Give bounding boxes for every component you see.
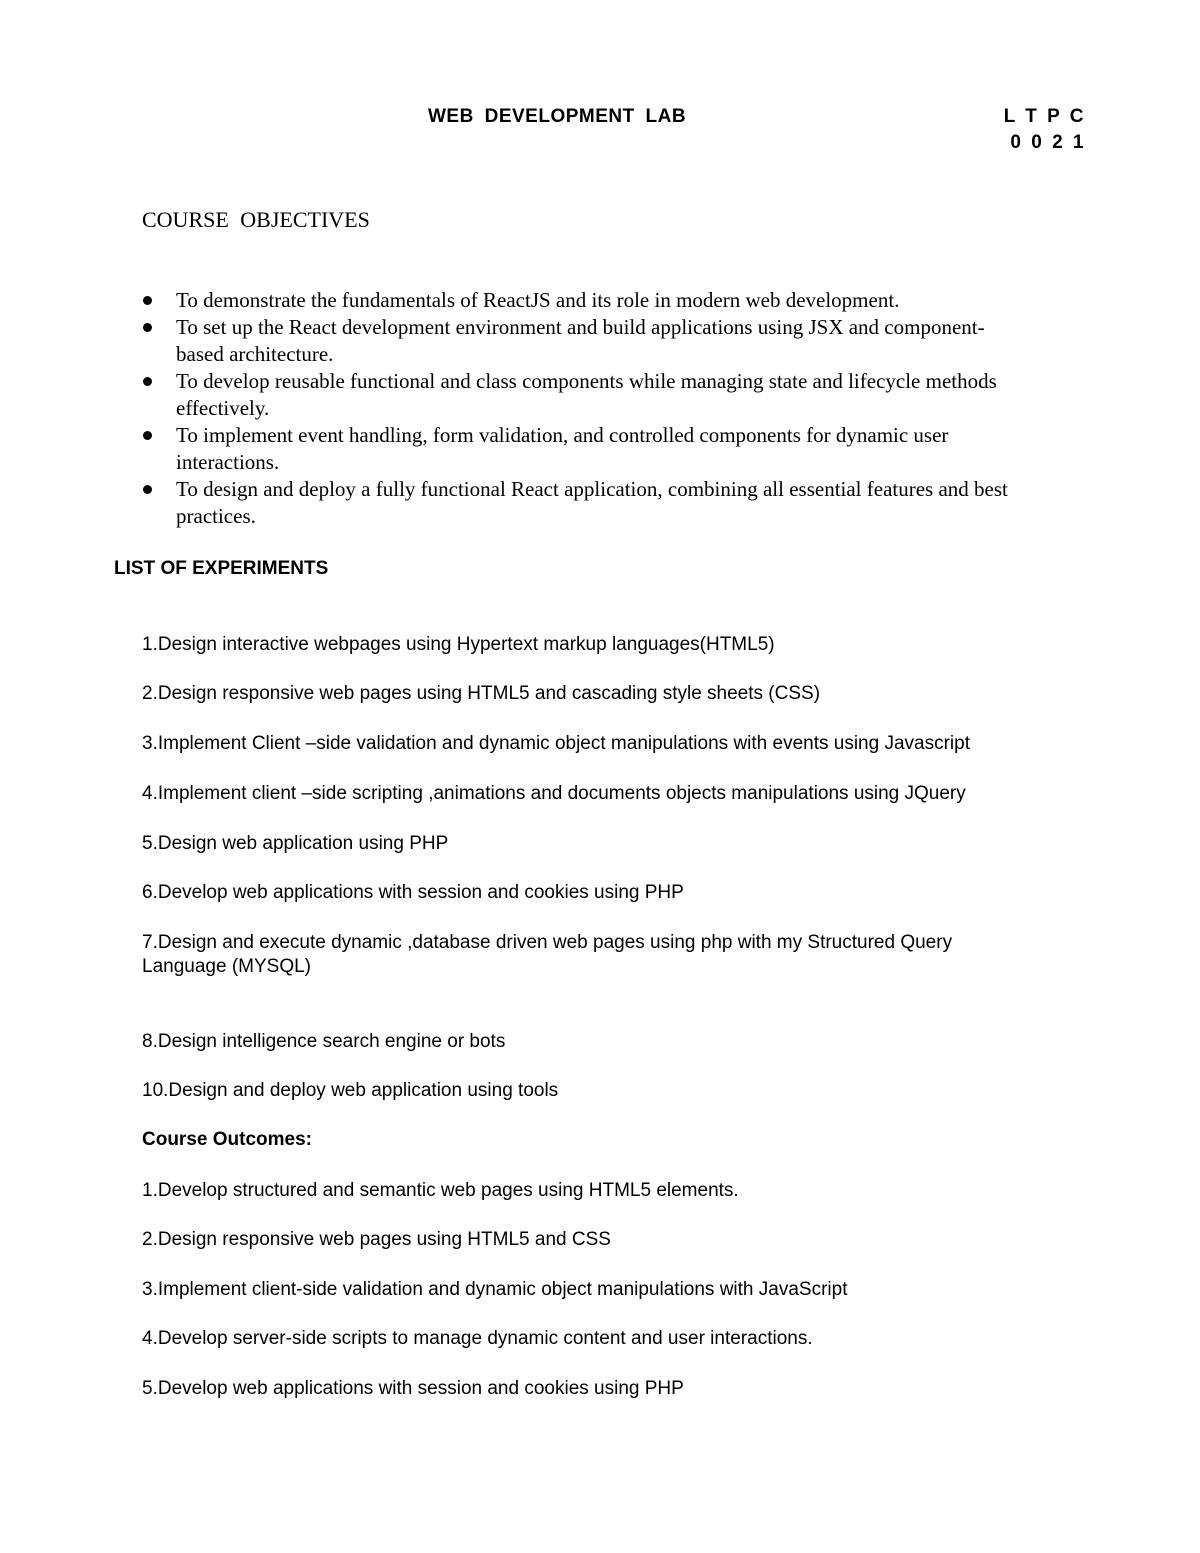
objective-item: [176, 314, 1136, 368]
bullet-icon: [143, 377, 152, 386]
bullet-icon: [143, 296, 152, 305]
bullet-icon: [143, 485, 152, 494]
objective-line: interactions.: [176, 450, 280, 474]
experiment-item: 7.Design and execute dynamic ,database driven web pages using php with my Structured Query: [142, 932, 953, 953]
experiment-item: 10.Design and deploy web application using tools: [142, 1080, 559, 1101]
objective-line: effectively.: [176, 396, 270, 420]
objective-line: To demonstrate the fundamentals of ReactJS and its role in modern web development.: [176, 288, 900, 312]
bullet-icon: [143, 323, 152, 332]
experiment-item: 2.Design responsive web pages using HTML5 and cascading style sheets (CSS): [142, 683, 821, 704]
experiment-item: 1.Design interactive webpages using Hypertext markup languages(HTML5): [142, 634, 775, 655]
outcome-item: 3.Implement client-side validation and dynamic object manipulations with JavaScript: [142, 1279, 848, 1300]
objective-line: To set up the React development environment and build applications using JSX and component-: [176, 315, 985, 339]
outcome-item: 5.Develop web applications with session and cookies using PHP: [142, 1378, 684, 1399]
outcomes-heading: Course Outcomes:: [142, 1129, 312, 1150]
outcome-item: 1.Develop structured and semantic web pages using HTML5 elements.: [142, 1180, 739, 1201]
objective-item: [176, 422, 1136, 476]
objective-item: [176, 476, 1136, 530]
experiment-item-continuation: Language (MYSQL): [142, 956, 311, 977]
outcome-item: 2.Design responsive web pages using HTML5 and CSS: [142, 1229, 611, 1250]
outcome-item: 4.Develop server-side scripts to manage dynamic content and user interactions.: [142, 1328, 813, 1349]
objective-line: To develop reusable functional and class components while managing state and lifecycle methods: [176, 369, 997, 393]
objective-line: practices.: [176, 504, 256, 528]
objective-line: based architecture.: [176, 342, 334, 366]
objective-line: To implement event handling, form validation, and controlled components for dynamic user: [176, 423, 949, 447]
objectives-list: [176, 287, 1136, 530]
experiments-heading: LIST OF EXPERIMENTS: [114, 558, 329, 579]
experiment-item: 6.Develop web applications with session and cookies using PHP: [142, 882, 684, 903]
experiment-item: 8.Design intelligence search engine or bots: [142, 1031, 506, 1052]
objective-line: To design and deploy a fully functional React application, combining all essential features and best: [176, 477, 1008, 501]
document-title: WEB DEVELOPMENT LAB: [428, 106, 687, 127]
bullet-icon: [143, 431, 152, 440]
experiment-item: 3.Implement Client –side validation and dynamic object manipulations with events using Javascript: [142, 733, 970, 754]
ltpc-labels: L T P C: [1003, 106, 1084, 127]
ltpc-values: 0 0 2 1: [1010, 132, 1084, 153]
experiment-item: 5.Design web application using PHP: [142, 833, 449, 854]
objectives-heading: COURSE OBJECTIVES: [142, 207, 370, 232]
objective-item: [176, 368, 1136, 422]
objective-item: [176, 287, 1136, 314]
experiment-item: 4.Implement client –side scripting ,animations and documents objects manipulations using JQuery: [142, 783, 966, 804]
